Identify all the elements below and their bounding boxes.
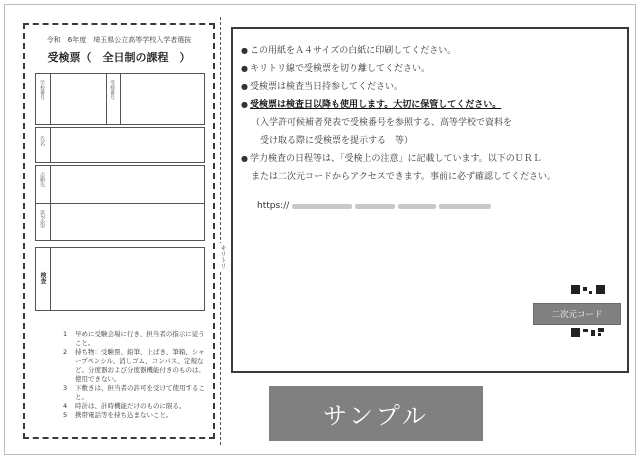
instructions-list [241,42,627,186]
instruction-item-emphasis: ● 受検票は検査日以降も使用します。大切に保管してください。 [241,100,502,110]
cut-line [220,17,221,445]
redacted-url-part [398,204,436,209]
note-item: 5 携帯電話等を持ち込まないこと。 [63,411,173,419]
document-sheet [4,4,636,455]
number-fields-box [35,73,205,125]
bullet-icon: ● [241,64,248,73]
instruction-item: ● キリトリ線で受検票を切り離してください。 [241,64,430,74]
inspection-box [35,247,205,311]
redacted-url-part [355,204,395,209]
instruction-item: ● この用紙をＡ４サイズの白紙に印刷してください。 [241,46,457,56]
bullet-icon: ● [241,82,248,91]
exam-number-label: 受検番号 [109,80,115,100]
bullet-icon: ● [241,100,248,109]
note-item: 2 持ち物：受験票、鉛筆、上ばき、筆箱、シャープペンシル、消しゴム、コンパス、定規など。分度器および分度器機能付きのものは、使用できない。 [63,348,205,383]
instructions-panel [231,27,629,373]
school-number-label: 学校番号 [39,80,45,100]
ticket-header: 令和 6年度 埼玉県公立高等学校入学者選抜 [46,36,192,44]
note-item: 1 早めに受験会場に行き、担当者の指示に従うこと。 [63,330,205,347]
instruction-item: ● 受検票は検査当日持参してください。 [241,82,403,92]
cut-line-label: キリトリ [219,245,226,269]
ticket-title: 受検票（ 全日制の課程 ） [47,51,191,64]
name-field-box [35,127,205,163]
first-choice-label: 志願先 [39,172,45,187]
second-choice-label: 第2志望 [39,210,45,229]
bullet-icon: ● [241,154,248,163]
instruction-continuation: （入学許可候補者発表で受検番号を参照する、高等学校で資料を [251,118,513,128]
redacted-url-part [439,204,491,209]
inspection-label: 検査 [39,272,46,284]
redacted-url-part [292,204,352,209]
ticket-notes [63,330,208,420]
name-label: 氏名 [39,136,45,146]
note-item: 4 時計は、計時機能だけのものに限る。 [63,402,186,410]
note-item: 3 下敷きは、担当者の許可を受けて使用すること。 [63,384,205,401]
sample-stamp: サンプル [269,386,483,441]
info-url-link[interactable]: https:// [257,201,491,211]
instruction-continuation: 受け取る際に受検票を提示する 等） [251,136,414,146]
bullet-icon: ● [241,46,248,55]
qr-code-button[interactable]: 二次元コード [533,303,621,325]
choice-fields-box [35,165,205,241]
instruction-item: ● 学力検査の日程等は、「受検上の注意」に記載しています。以下のＵＲＬ [241,154,542,164]
instruction-continuation: または二次元コードからアクセスできます。事前に必ず確認してください。 [251,172,557,182]
admission-ticket [23,23,215,439]
